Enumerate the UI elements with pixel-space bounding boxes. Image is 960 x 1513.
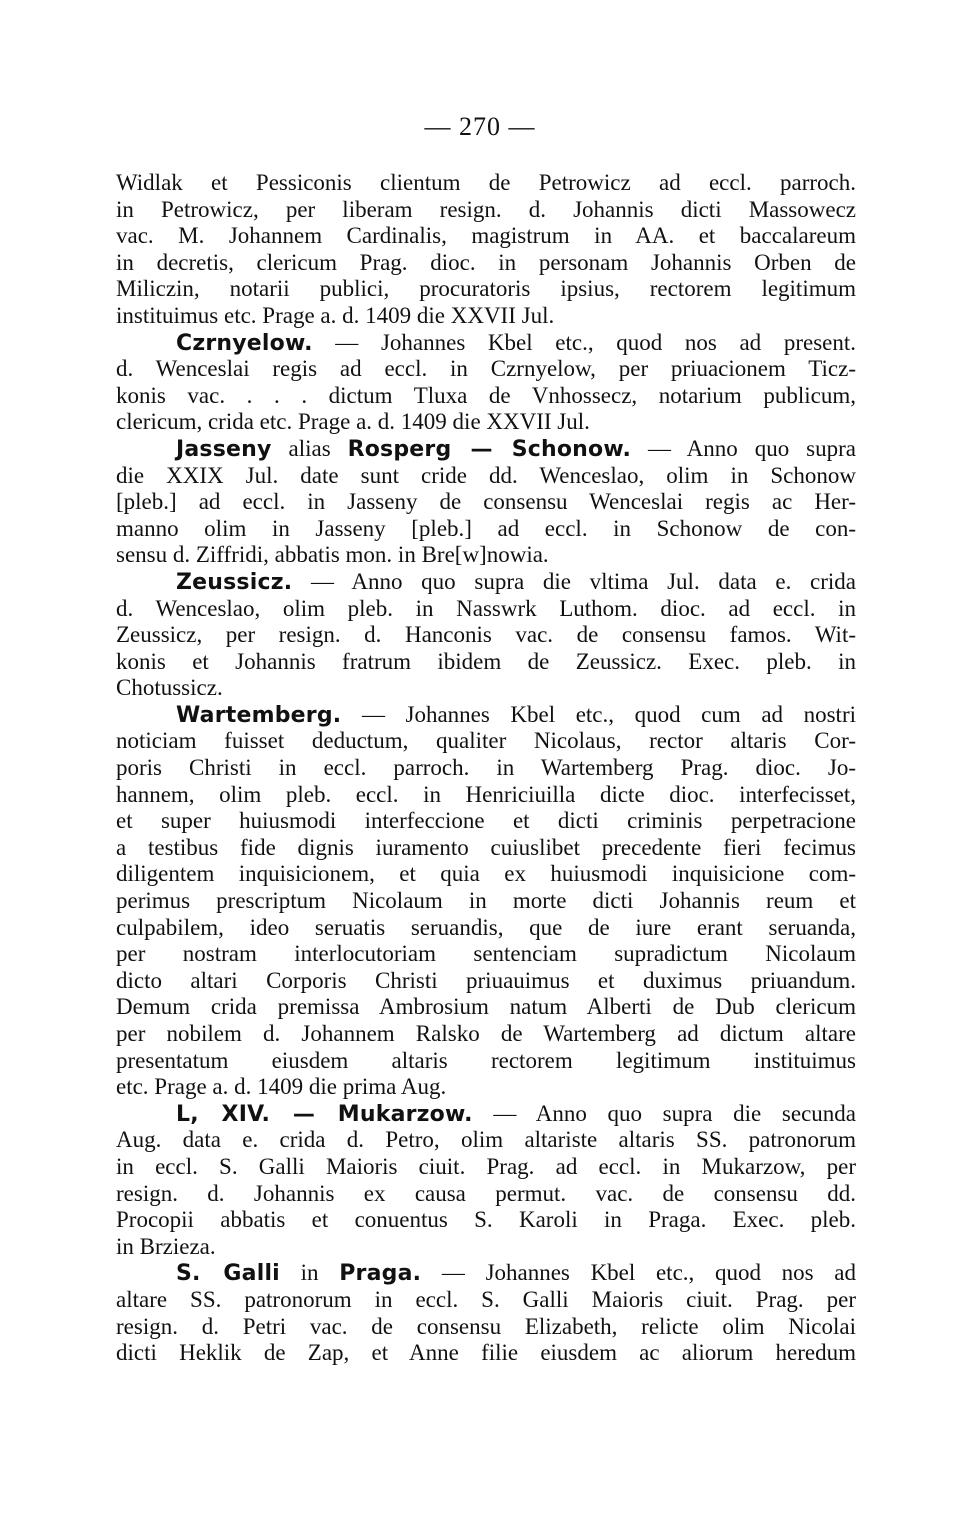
entry-heading: Rosperg — Schonow. [347,436,632,462]
line-text: — Anno quo supra die vltima Jul. data e. crida [292,568,856,594]
line-text: — Anno quo supra die secunda [472,1100,856,1126]
text-line [116,409,856,436]
text-line [116,250,856,277]
line-text: etc. Prage a. d. 1409 die prima Aug. [116,1074,447,1100]
line-text: — Johannes Kbel etc., quod cum ad nostri [341,701,856,727]
text-line [116,1234,856,1261]
text-line [116,1074,856,1101]
line-text: hannem, olim pleb. eccl. in Henriciuilla dicte dioc. interfecisset, [116,781,856,807]
text-line [116,1021,856,1048]
text-line [116,915,856,942]
line-text: dicti Heklik de Zap, et Anne filie eiusdem ac aliorum heredum [116,1340,856,1366]
line-text: Widlak et Pessiconis clientum de Petrowicz ad eccl. parroch. [116,170,856,195]
text-line [116,835,856,862]
line-text: die XXIX Jul. date sunt cride dd. Wenceslao, olim in Schonow [116,462,856,488]
line-text: diligentem inquisicionem, et quia ex huiusmodi inquisicione com- [116,861,856,887]
line-text: Miliczin, notarii publici, procuratoris ipsius, rectorem legitimum [116,276,856,302]
line-text: presentatum eiusdem altaris rectorem legitimum instituimus [116,1047,856,1073]
text-line [116,1314,856,1341]
text-line [116,303,856,330]
line-text: resign. d. Johannis ex causa permut. vac. de consensu dd. [116,1180,856,1206]
line-text: in Petrowicz, per liberam resign. d. Johannis dicti Massowecz [116,196,856,222]
line-text: noticiam fuisset deductum, qualiter Nicolaus, rector altaris Cor- [116,728,856,754]
text-line [116,463,856,490]
line-text: [pleb.] ad eccl. in Jasseny de consensu Wenceslai regis ac Her- [116,489,856,515]
line-text: Chotussicz. [116,675,223,701]
text-line [116,1127,856,1154]
text-line [116,170,856,197]
entry-heading: Praga. [339,1261,422,1287]
line-text: Aug. data e. crida d. Petro, olim altariste altaris SS. patronorum [116,1127,856,1153]
text-line [116,808,856,835]
entry-heading: L, XIV. — Mukarzow. [176,1101,473,1127]
line-text: per nobilem d. Johannem Ralsko de Wartemberg ad dictum altare [116,1021,856,1046]
text-line [116,356,856,383]
line-text: poris Christi in eccl. parroch. in Wartemberg Prag. dioc. Jo- [116,755,856,781]
text-line [116,994,856,1021]
entry-heading: Zeussicz. [176,569,293,595]
text-line [116,675,856,702]
text-line [116,1260,856,1287]
line-text: sensu d. Ziffridi, abbatis mon. in Bre[w]nowia. [116,542,549,568]
line-text: altare SS. patronorum in eccl. S. Galli Maioris ciuit. Prag. per [116,1286,856,1312]
line-text: Procopii abbatis et conuentus S. Karoli in Praga. Exec. pleb. [116,1207,856,1233]
line-text: instituimus etc. Prage a. d. 1409 die XXVII Jul. [116,302,555,328]
text-line [116,542,856,569]
line-text: konis vac. . . . dictum Tluxa de Vnhossecz, notarium publicum, [116,382,856,408]
line-text: culpabilem, ideo seruatis seruandis, que de iure erant seruanda, [116,914,856,940]
line-text: — Johannes Kbel etc., quod nos ad present. [312,329,856,355]
text-line [116,1048,856,1075]
text-line [116,728,856,755]
text-line [116,755,856,782]
line-text: — Anno quo supra [631,435,856,461]
text-line [116,702,856,729]
page-number: — 270 — [424,112,536,141]
line-text: in Brzieza. [116,1233,216,1259]
line-text: Zeussicz, per resign. d. Hanconis vac. de consensu famos. Wit- [116,622,856,648]
text-line [116,968,856,995]
text-line [116,489,856,516]
text-line [116,1207,856,1234]
text-line [116,782,856,809]
line-text: manno olim in Jasseny [pleb.] ad eccl. in Schonow de con- [116,515,856,541]
text-line [116,330,856,357]
text-line [116,1340,856,1367]
line-text: clericum, crida etc. Prage a. d. 1409 die XXVII Jul. [116,409,590,435]
text-line [116,383,856,410]
entry-heading: Jasseny [176,436,272,462]
line-text: — Johannes Kbel etc., quod nos ad [421,1260,856,1286]
line-text: per nostram interlocutoriam sentenciam supradictum Nicolaum [116,941,856,967]
text-line [116,649,856,676]
text-line [116,888,856,915]
line-text: Demum crida premissa Ambrosium natum Alberti de Dub clericum [116,994,856,1020]
text-line [116,1154,856,1181]
line-text: in [279,1260,340,1286]
entry-heading: S. Galli [176,1261,280,1287]
text-line [116,569,856,596]
text-line [116,276,856,303]
text-line [116,516,856,543]
text-line [116,941,856,968]
text-line [116,1101,856,1128]
entry-heading: Wartemberg. [176,702,342,728]
line-text: alias [271,435,348,461]
text-line [116,622,856,649]
line-text: d. Wenceslao, olim pleb. in Nasswrk Luthom. dioc. ad eccl. in [116,595,856,621]
text-line [116,223,856,250]
line-text: d. Wenceslai regis ad eccl. in Czrnyelow, per priuacionem Ticz- [116,356,856,382]
line-text: a testibus fide dignis iuramento cuiuslibet precedente fieri fecimus [116,834,856,860]
line-text: dicto altari Corporis Christi priuauimus et duximus priuandum. [116,967,856,993]
text-line [116,197,856,224]
document-body [116,170,856,1367]
text-line [116,436,856,463]
line-text: in eccl. S. Galli Maioris ciuit. Prag. ad eccl. in Mukarzow, per [116,1153,856,1179]
text-line [116,861,856,888]
line-text: perimus prescriptum Nicolaum in morte dicti Johannis reum et [116,888,856,914]
line-text: in decretis, clericum Prag. dioc. in personam Johannis Orben de [116,249,856,275]
text-line [116,596,856,623]
entry-heading: Czrnyelow. [176,330,313,356]
line-text: et super huiusmodi interfeccione et dicti criminis perpetracione [116,808,856,834]
text-line [116,1181,856,1208]
text-line [116,1287,856,1314]
line-text: vac. M. Johannem Cardinalis, magistrum in AA. et baccalareum [116,223,856,249]
line-text: resign. d. Petri vac. de consensu Elizabeth, relicte olim Nicolai [116,1313,856,1339]
line-text: konis et Johannis fratrum ibidem de Zeussicz. Exec. pleb. in [116,648,856,674]
